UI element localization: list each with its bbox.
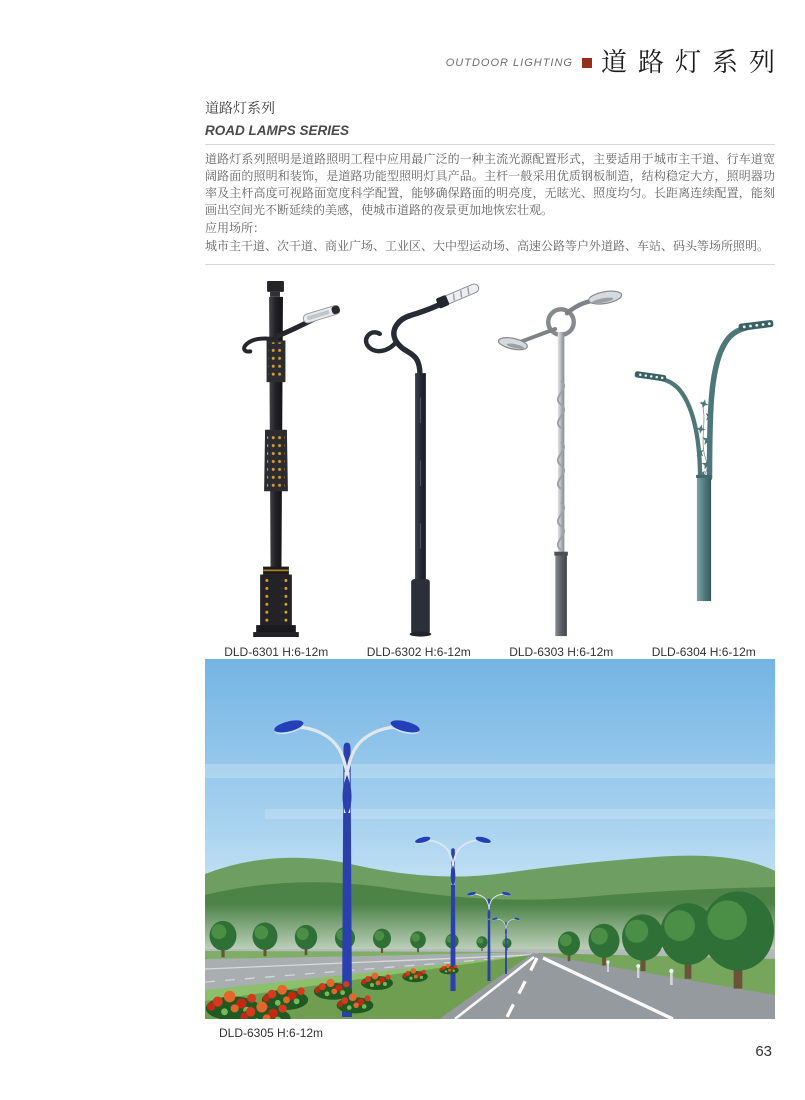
section-title-cn: 道路灯系列 (205, 100, 275, 116)
application-label: 应用场所： (205, 221, 266, 235)
divider-top (205, 144, 775, 145)
scroll-arm-street-lamp-icon (349, 275, 489, 640)
product-dld-6301 (205, 275, 348, 659)
highway-street-lamps-scene-image (205, 659, 775, 1019)
product-model-label: DLD-6303 H:6-12m (509, 645, 614, 659)
teal-double-arm-star-street-lamp-icon (633, 275, 775, 640)
divider-bottom (205, 264, 775, 265)
product-dld-6302 (348, 275, 491, 659)
application-text: 城市主干道、次干道、商业广场、工业区、大中型运动场、高速公路等户外道路、车站、码头等场所照明。 (205, 239, 770, 253)
page-number: 63 (755, 1043, 772, 1060)
double-head-spiral-street-lamp-icon (491, 275, 631, 640)
product-dld-6304 (633, 275, 776, 659)
product-dld-6303 (490, 275, 633, 659)
page-header (445, 48, 786, 78)
header-accent-square-icon (582, 58, 592, 68)
scene-model-label: DLD-6305 H:6-12m (219, 1026, 324, 1040)
scene-figure (205, 659, 775, 1040)
header-series-cn: 道路灯系列 (600, 48, 786, 78)
section-title-en: ROAD LAMPS SERIES (205, 123, 350, 138)
series-description: 道路灯系列照明是道路照明工程中应用最广泛的一种主流光源配置形式，主要适用于城市主干道、行车道宽阔路面的照明和装饰，是道路功能型照明灯具产品。主杆一般采用优质钢板制造，结构稳定大方，照明器功率及主杆高度可视路面宽度科学配置，能够确保路面的明亮度，无眩光、照度均匀。长距离连续配置，能刻画出空间光不断延续的美感，使城市道路的夜景更加地恢宏壮观。 (205, 152, 775, 217)
product-model-label: DLD-6301 H:6-12m (224, 645, 329, 659)
product-model-label: DLD-6302 H:6-12m (366, 645, 471, 659)
product-row (205, 275, 775, 659)
product-model-label: DLD-6304 H:6-12m (651, 645, 756, 659)
header-series-en: OUTDOOR LIGHTING (445, 57, 573, 69)
content-column (205, 98, 775, 1040)
black-studded-single-arm-street-lamp-icon (206, 275, 346, 640)
